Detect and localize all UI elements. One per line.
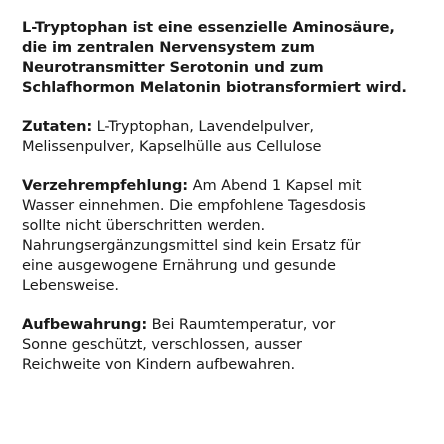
dosage-line: sollte nicht überschritten werden. xyxy=(22,217,266,234)
intro-line: L-Tryptophan ist eine essenzielle Aminosäure, xyxy=(22,19,395,36)
storage-line: Sonne geschützt, verschlossen, ausser xyxy=(22,336,302,353)
storage-text: Bei Raumtemperatur, vor xyxy=(147,316,336,333)
intro-paragraph xyxy=(22,18,432,98)
dosage-line: Lebensweise. xyxy=(22,277,119,294)
storage-line: Reichweite von Kindern aufbewahren. xyxy=(22,356,296,373)
ingredients-section xyxy=(22,117,432,157)
dosage-label: Verzehrempfehlung: xyxy=(22,177,189,194)
product-info-text xyxy=(22,18,432,394)
intro-line: Neurotransmitter Serotonin und zum xyxy=(22,59,324,76)
ingredients-text: L-Tryptophan, Lavendelpulver, xyxy=(92,118,314,135)
ingredients-label: Zutaten: xyxy=(22,118,93,135)
dosage-line: Wasser einnehmen. Die empfohlene Tagesdosis xyxy=(22,197,366,214)
dosage-line xyxy=(22,176,432,196)
storage-line xyxy=(22,315,432,335)
storage-label: Aufbewahrung: xyxy=(22,316,148,333)
ingredients-line xyxy=(22,117,432,137)
dosage-line: Nahrungsergänzungsmittel sind kein Ersatz für xyxy=(22,237,361,254)
ingredients-line: Melissenpulver, Kapselhülle aus Cellulose xyxy=(22,138,322,155)
intro-line: Schlafhormon Melatonin biotransformiert wird. xyxy=(22,79,407,96)
dosage-line: eine ausgewogene Ernährung und gesunde xyxy=(22,257,336,274)
intro-line: die im zentralen Nervensystem zum xyxy=(22,39,315,56)
dosage-text: Am Abend 1 Kapsel mit xyxy=(188,177,362,194)
storage-section xyxy=(22,315,432,375)
dosage-section xyxy=(22,176,432,296)
